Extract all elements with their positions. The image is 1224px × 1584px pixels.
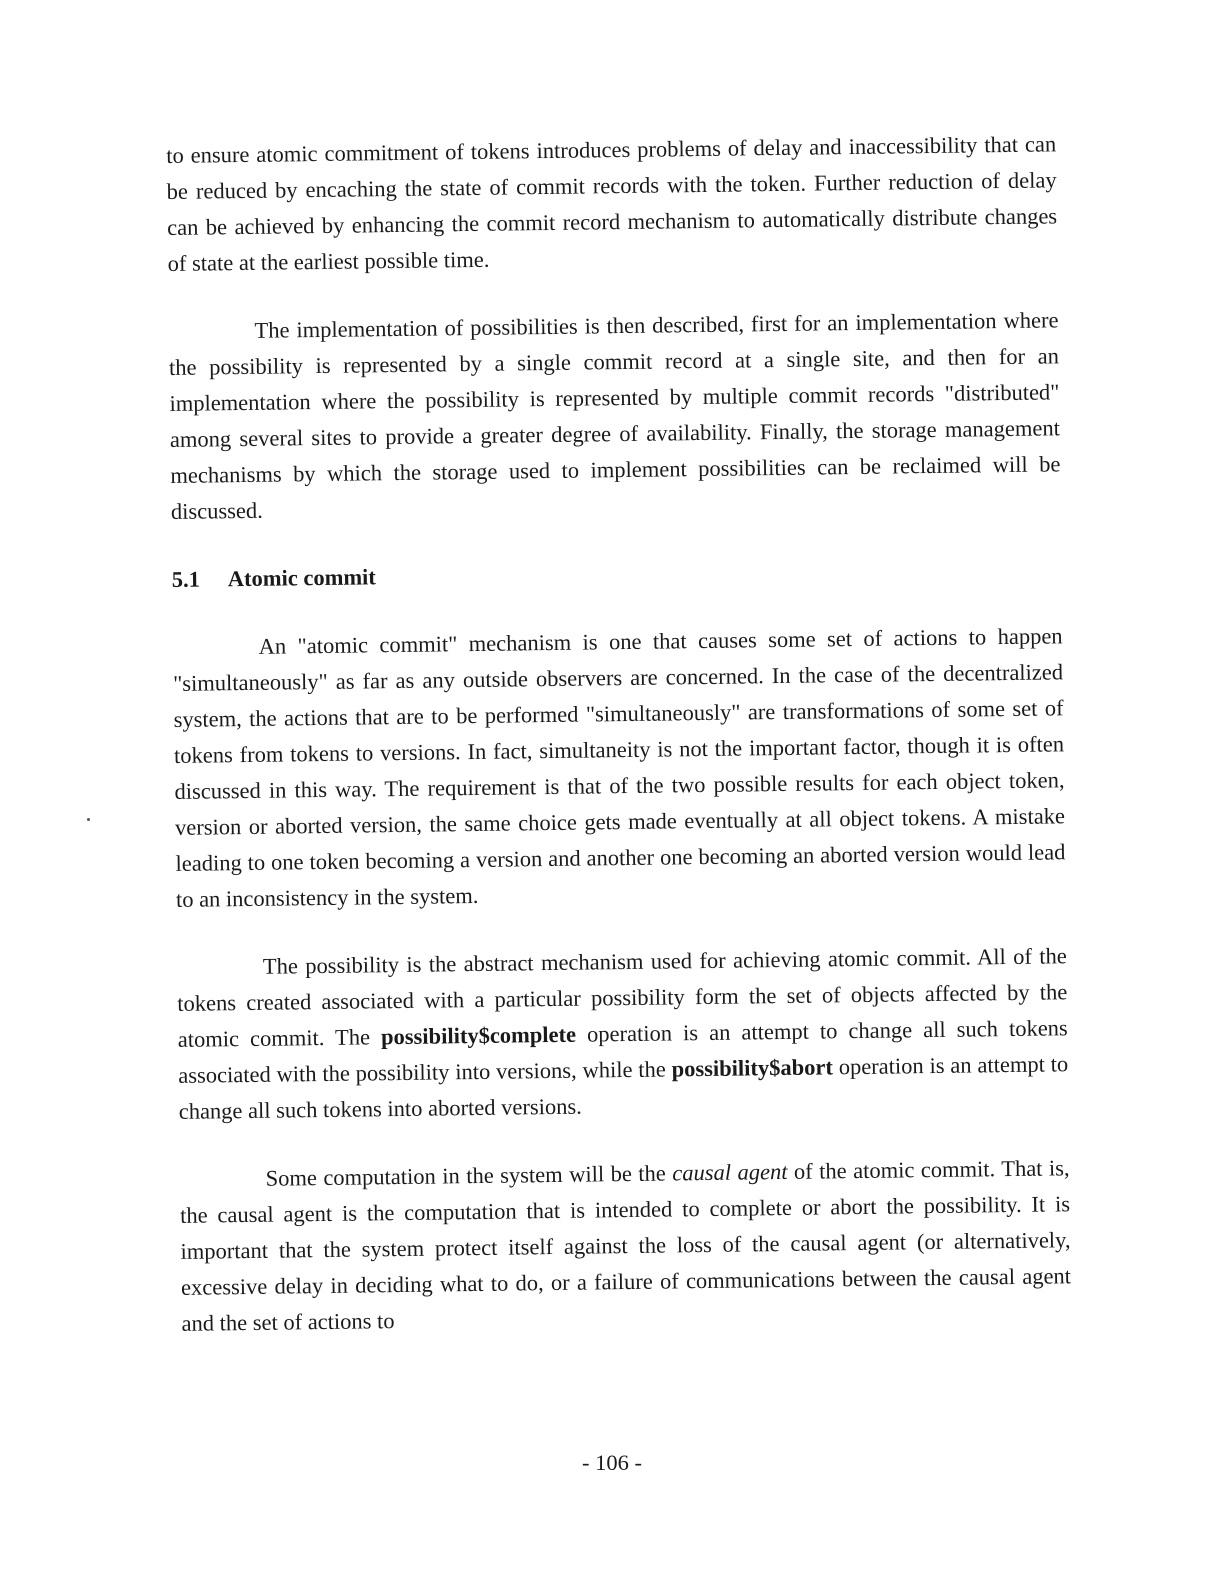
section-number: 5.1: [171, 566, 201, 592]
paragraph-4: [177, 938, 1069, 1130]
paragraph-2: The implementation of possibilities is then described, first for an implementation where the possibility is represented by a single commit record at a single site, and then for an implementation where the possibility is represented by multiple commit records "distributed" among several sites to provide a greater degree of availability. Finally, the storage management mechanisms by which the storage used to implement possibilities can be reclaimed will be discussed.: [168, 307, 1061, 524]
scan-speck-mark: [87, 818, 90, 821]
paragraph-1: to ensure atomic commitment of tokens introduces problems of delay and inaccessibility that can be reduced by encaching the state of commit records with the token. Further reduction of delay can be achieved by enhancing the commit record mechanism to automatically distribute changes of state at the earliest possible time.: [166, 131, 1058, 276]
paragraph-5-text-a: Some computation in the system will be the: [265, 1160, 673, 1191]
paragraph-5: [179, 1150, 1071, 1342]
operation-possibility-complete: possibility$complete: [380, 1021, 577, 1050]
paragraph-3: An "atomic commit" mechanism is one that causes some set of actions to happen "simultaneously" as far as any outside observers are concerned. In the case of the decentralized system, the actions that are to be performed "simultaneously" are transformations of some set of tokens from tokens to versions. In fact, simultaneity is not the important factor, though it is often discussed in this way. The requirement is that of the two possible results for each object token, version or aborted version, the same choice gets made eventually at all object tokens. A mistake leading to one token becoming a version and another one becoming an aborted version would lead to an inconsistency in the system.: [172, 623, 1066, 912]
page-body: [166, 126, 1072, 1342]
term-causal-agent: causal agent: [672, 1158, 788, 1186]
section-title: Atomic commit: [227, 564, 377, 592]
paragraph-4-text-a: The possibility is the abstract mechanism used for achieving atomic commit. All of the tokens created associated with a particular possibility form the set of objects affected by the atomic commit. The: [177, 943, 1068, 1052]
paragraph-4-text-b: operation is an attempt to change all such tokens associated with the possibility into versions, while the: [178, 1015, 1068, 1088]
paragraph-4-text-c: operation is an attempt to change all such tokens into aborted versions.: [178, 1051, 1069, 1124]
operation-possibility-abort: possibility$abort: [671, 1054, 834, 1082]
paragraph-5-text-b: of the atomic commit. That is, the causal agent is the computation that is intended to complete or abort the possibility. It is important that the system protect itself against the loss of the causal agent (or alternatively, excessive delay in deciding what to do, or a failure of communications between the causal agent and the set of actions to: [179, 1155, 1072, 1336]
page-number: - 106 -: [582, 1450, 642, 1475]
